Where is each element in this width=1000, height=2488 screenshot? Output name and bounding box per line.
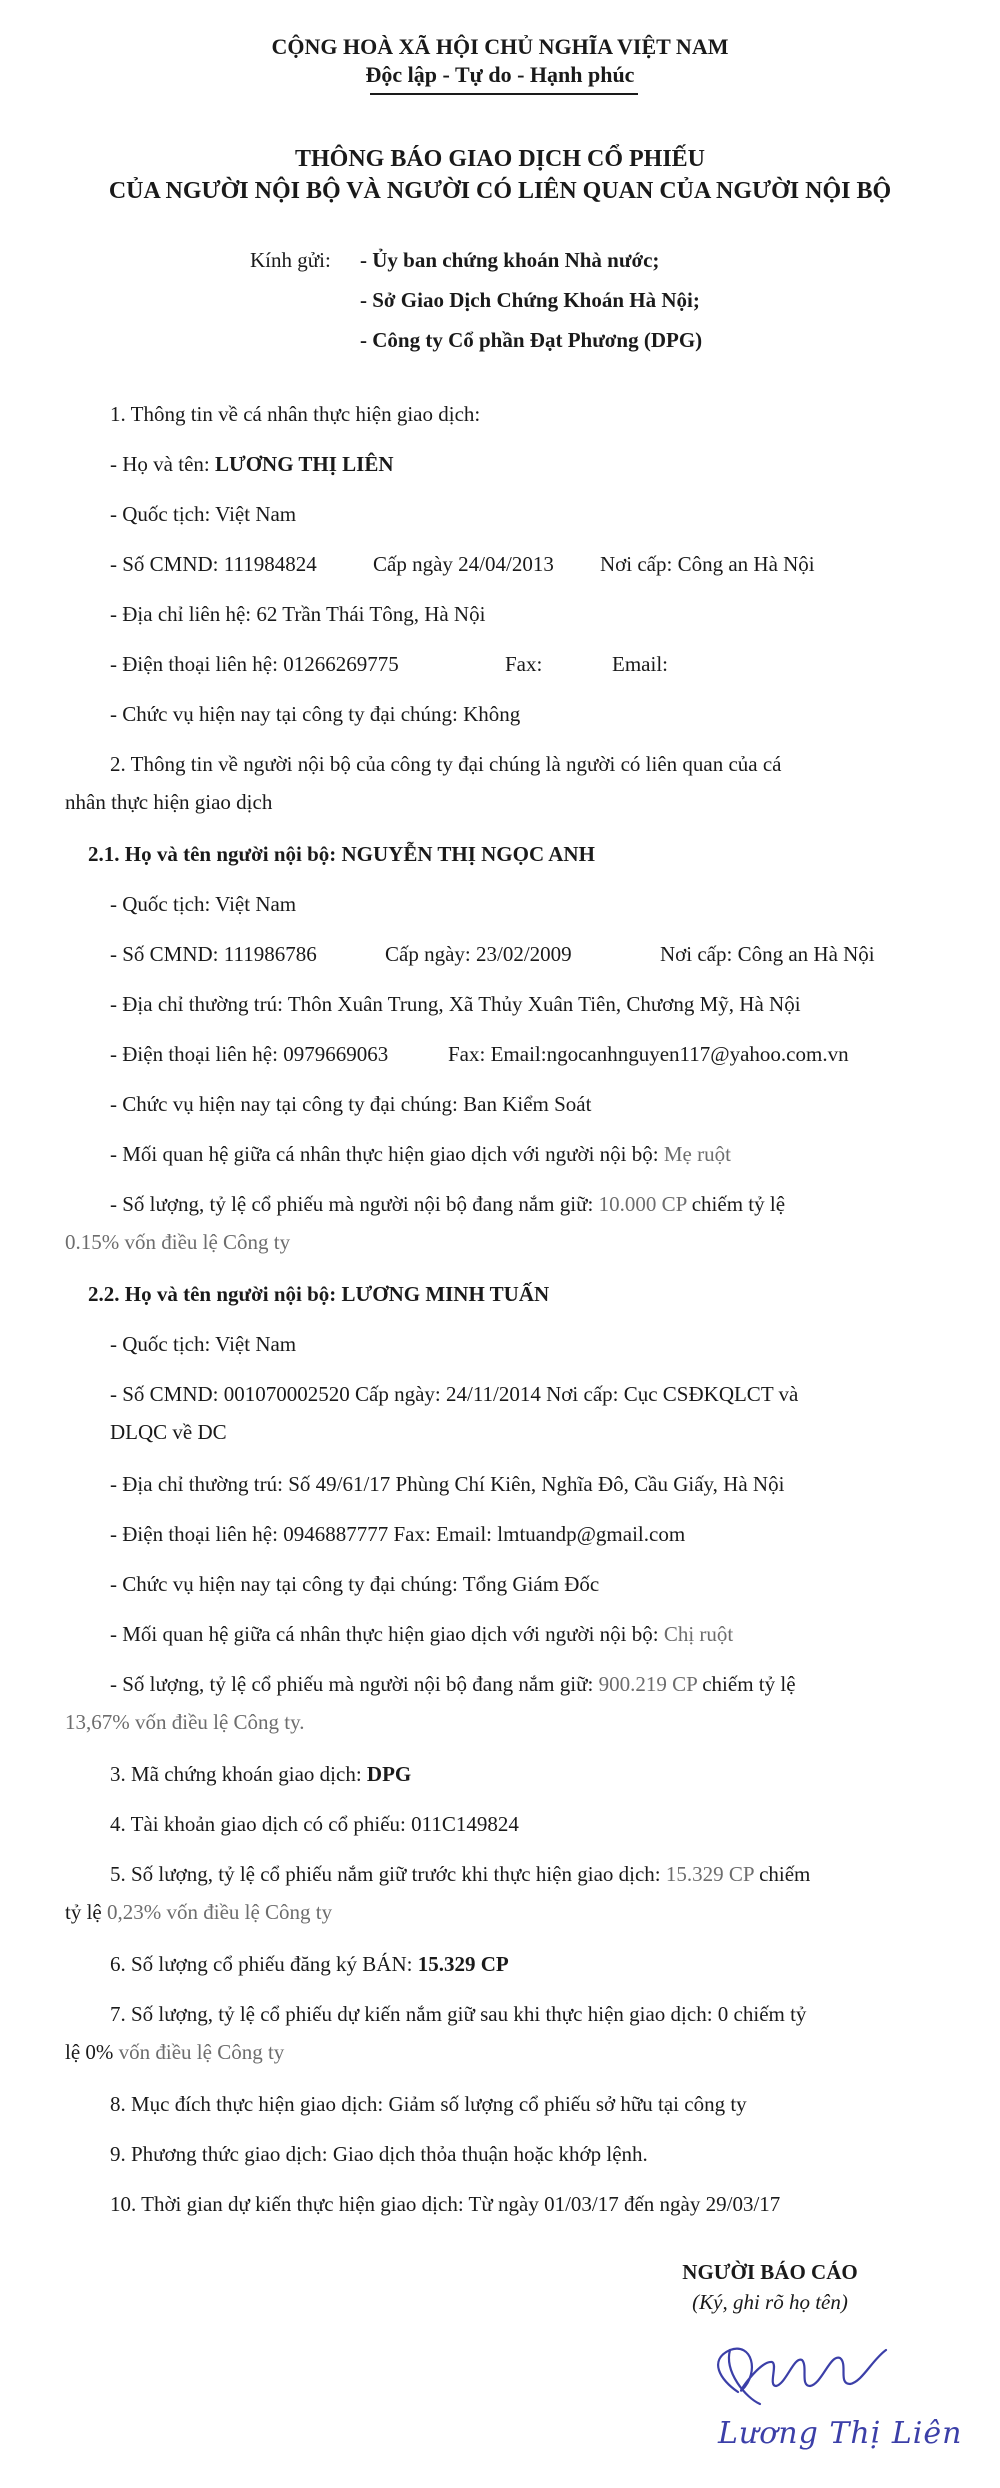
insider2-relation-row [110,1622,733,1647]
insider2-nationality: - Quốc tịch: Việt Nam [110,1332,297,1356]
item7-line2-b: vốn điều lệ Công ty [118,2040,285,2064]
section2-heading-2: nhân thực hiện giao dịch [65,790,273,814]
person-email: Email: [612,652,668,676]
person-fax: Fax: [505,652,543,676]
insider1-address: - Địa chỉ thường trú: Thôn Xuân Trung, Xã Thủy Xuân Tiên, Chương Mỹ, Hà Nội [110,992,801,1016]
section1-heading: 1. Thông tin về cá nhân thực hiện giao dịch: [110,402,481,426]
recipient-item: - Ủy ban chứng khoán Nhà nước; [360,248,660,272]
insider2-holding-tail: chiếm tỷ lệ [702,1672,796,1696]
item7-line2 [65,2040,284,2065]
recipients-label: Kính gửi: [250,248,331,272]
item8: 8. Mục đích thực hiện giao dịch: Giảm số lượng cổ phiếu sở hữu tại công ty [110,2092,747,2116]
insider1-position: - Chức vụ hiện nay tại công ty đại chúng: Ban Kiểm Soát [110,1092,592,1116]
item5-line2-a: tỷ lệ [65,1900,102,1924]
person-id-issue-date: Cấp ngày 24/04/2013 [373,552,554,576]
section2-heading-1: 2. Thông tin về người nội bộ của công ty đại chúng là người có liên quan của cá [110,752,782,776]
item5-row [110,1862,810,1887]
title-line-1: THÔNG BÁO GIAO DỊCH CỔ PHIẾU [294,146,706,172]
insider1-id-issue-date: Cấp ngày: 23/02/2009 [385,942,572,966]
insider1-title: 2.1. Họ và tên người nội bộ: NGUYỄN THỊ NGỌC ANH [88,842,595,866]
reporter-title: NGƯỜI BÁO CÁO [682,2260,858,2284]
person-id-issue-place: Nơi cấp: Công an Hà Nội [600,552,815,576]
insider1-id-issue-place: Nơi cấp: Công an Hà Nội [660,942,875,966]
insider1-id-number: - Số CMND: 111986786 [110,942,317,966]
person-nationality: - Quốc tịch: Việt Nam [110,502,297,526]
signature-scribble-icon [690,2320,990,2480]
insider2-title: 2.2. Họ và tên người nội bộ: LƯƠNG MINH TUẤN [88,1282,550,1306]
item5-line2 [65,1900,332,1925]
item6-value: 15.329 CP [417,1952,509,1976]
person-name-value: LƯƠNG THỊ LIÊN [214,452,394,476]
insider1-relation-label: - Mối quan hệ giữa cá nhân thực hiện giao dịch với người nội bộ: [110,1142,659,1166]
insider1-holding-tail: chiếm tỷ lệ [691,1192,786,1216]
handwritten-name: Lương Thị Liên [718,2416,963,2451]
insider2-id-line-1: - Số CMND: 001070002520 Cấp ngày: 24/11/2014 Nơi cấp: Cục CSĐKQLCT và [110,1382,799,1406]
insider2-relation-label: - Mối quan hệ giữa cá nhân thực hiện giao dịch với người nội bộ: [110,1622,659,1646]
insider2-holding-row [110,1672,796,1697]
insider1-relation-row [110,1142,731,1167]
item5-label: 5. Số lượng, tỷ lệ cổ phiếu nắm giữ trước khi thực hiện giao dịch: [110,1862,661,1886]
insider2-address: - Địa chỉ thường trú: Số 49/61/17 Phùng Chí Kiên, Nghĩa Đô, Cầu Giấy, Hà Nội [110,1472,785,1496]
person-position: - Chức vụ hiện nay tại công ty đại chúng: Không [110,702,521,726]
insider2-position: - Chức vụ hiện nay tại công ty đại chúng: Tổng Giám Đốc [110,1572,600,1596]
item10: 10. Thời gian dự kiến thực hiện giao dịch: Từ ngày 01/03/17 đến ngày 29/03/17 [110,2192,781,2216]
insider1-fax-email: Fax: Email:ngocanhnguyen117@yahoo.com.vn [448,1042,849,1066]
insider1-holding-line2: 0.15% vốn điều lệ Công ty [65,1230,291,1254]
insider1-relation-value: Mẹ ruột [663,1142,731,1166]
insider2-holding-line2: 13,67% vốn điều lệ Công ty. [65,1710,305,1734]
insider2-relation-value: Chị ruột [663,1622,734,1646]
item3-label: 3. Mã chứng khoán giao dịch: [110,1762,362,1786]
nation-header: CỘNG HOÀ XÃ HỘI CHỦ NGHĨA VIỆT NAM [271,34,729,59]
item4: 4. Tài khoản giao dịch có cổ phiếu: 011C149824 [110,1812,519,1836]
item7-line1: 7. Số lượng, tỷ lệ cổ phiếu dự kiến nắm giữ sau khi thực hiện giao dịch: 0 chiếm tỷ [110,2002,807,2026]
signature-instruction: (Ký, ghi rõ họ tên) [692,2290,848,2314]
recipient-item: - Công ty Cổ phần Đạt Phương (DPG) [360,328,703,352]
item5-value: 15.329 CP [665,1862,754,1886]
item9: 9. Phương thức giao dịch: Giao dịch thỏa thuận hoặc khớp lệnh. [110,2142,648,2166]
insider1-nationality: - Quốc tịch: Việt Nam [110,892,297,916]
insider2-phone-fax-email: - Điện thoại liên hệ: 0946887777 Fax: Email: lmtuandp@gmail.com [110,1522,686,1546]
insider1-holding-label: - Số lượng, tỷ lệ cổ phiếu mà người nội bộ đang nắm giữ: [110,1192,594,1216]
insider2-holding-value: 900.219 CP [598,1672,697,1696]
person-phone: - Điện thoại liên hệ: 01266269775 [110,652,399,676]
item6-row [110,1952,509,1977]
item5-tail: chiếm [759,1862,811,1886]
person-name-row [110,452,394,477]
person-address: - Địa chỉ liên hệ: 62 Trần Thái Tông, Hà Nội [110,602,486,626]
insider1-phone: - Điện thoại liên hệ: 0979669063 [110,1042,389,1066]
person-id-number: - Số CMND: 111984824 [110,552,317,576]
insider2-id-line-2: DLQC về DC [110,1420,227,1444]
item7-line2-a: lệ 0% [65,2040,114,2064]
item3-value: DPG [366,1762,412,1786]
motto-underline [370,93,638,95]
item6-label: 6. Số lượng cổ phiếu đăng ký BÁN: [110,1952,413,1976]
insider2-holding-label: - Số lượng, tỷ lệ cổ phiếu mà người nội bộ đang nắm giữ: [110,1672,594,1696]
item3-row [110,1762,411,1787]
title-line-2: CỦA NGƯỜI NỘI BỘ VÀ NGƯỜI CÓ LIÊN QUAN CỦA NGƯỜI NỘI BỘ [108,178,892,204]
recipient-item: - Sở Giao Dịch Chứng Khoán Hà Nội; [360,288,700,312]
handwritten-signature [690,2320,990,2480]
item5-line2-b: 0,23% vốn điều lệ Công ty [107,1900,333,1924]
insider1-holding-row [110,1192,785,1217]
motto: Độc lập - Tự do - Hạnh phúc [365,62,635,87]
person-name-label: - Họ và tên: [110,452,210,476]
insider1-holding-value: 10.000 CP [598,1192,687,1216]
